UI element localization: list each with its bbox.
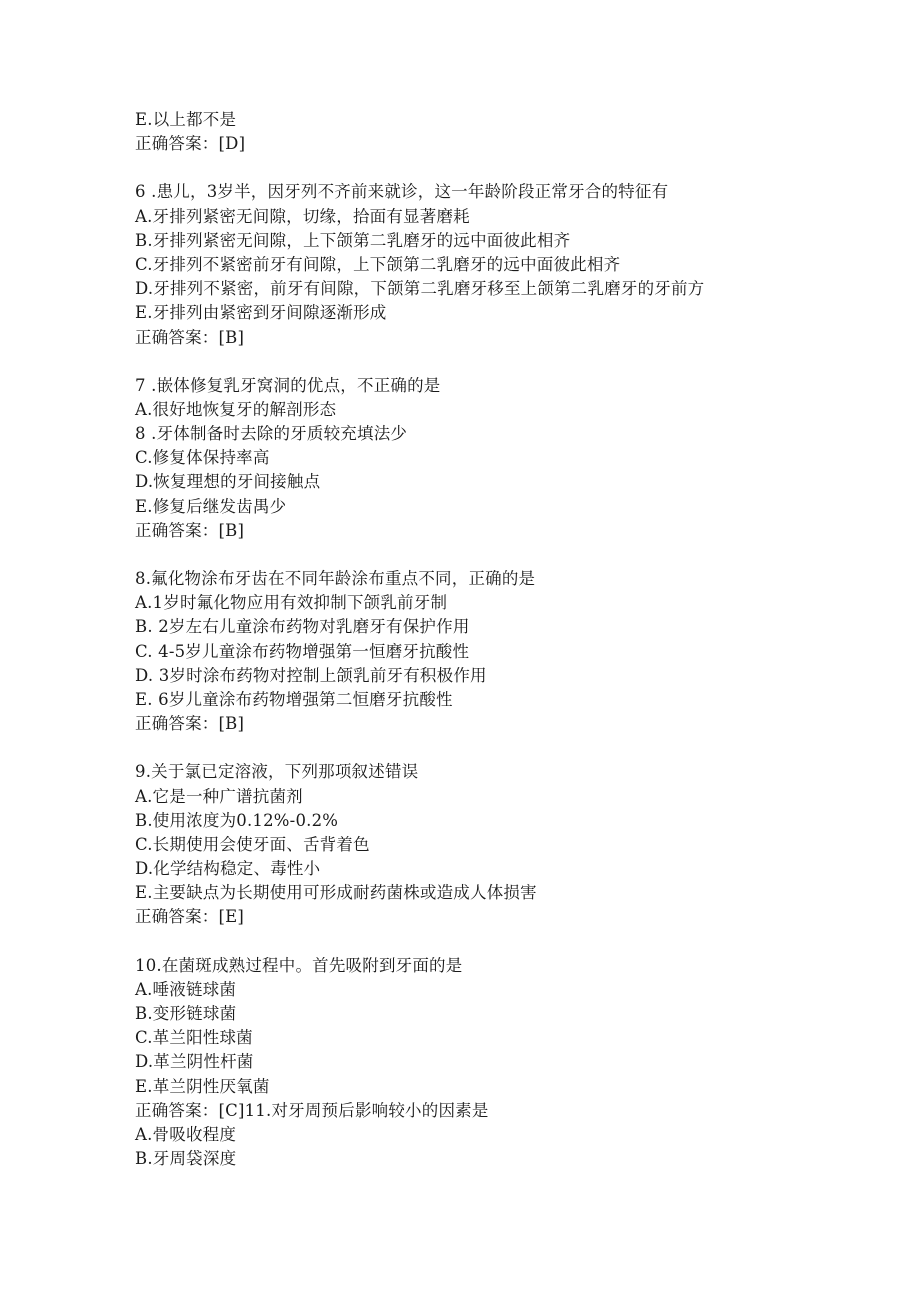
option-b: 8 .牙体制备时去除的牙质较充填法少: [135, 424, 408, 444]
option-b: B.使用浓度为0.12%-0.2%: [135, 810, 339, 830]
option-e: E.主要缺点为长期使用可形成耐药菌株或造成人体损害: [135, 883, 537, 903]
option-e: E.革兰阴性厌氧菌: [135, 1076, 270, 1096]
option-a: A.骨吸收程度: [135, 1124, 237, 1144]
question-stem: 8.氟化物涂布牙齿在不同年龄涂布重点不同，正确的是: [135, 569, 536, 588]
block-gap: [135, 156, 835, 180]
option-c: C. 4-5岁儿童涂布药物增强第一恒磨牙抗酸性: [135, 641, 470, 661]
question-stem: 7 .嵌体修复乳牙窝洞的优点，不正确的是: [135, 375, 441, 395]
option-d: D.革兰阴性杆菌: [135, 1052, 254, 1072]
answer-line: 正确答案：[D]: [135, 134, 246, 154]
option-c: C.修复体保持率高: [135, 448, 270, 468]
option-e: E.牙排列由紧密到牙间隙逐渐形成: [135, 303, 387, 323]
answer-line: 正确答案：[E]: [135, 907, 245, 927]
option-b: B. 2岁左右儿童涂布药物对乳磨牙有保护作用: [135, 617, 470, 637]
option-b: B.牙周袋深度: [135, 1149, 237, 1169]
answer-line: 正确答案：[B]: [135, 327, 245, 347]
answer-line: 正确答案：[C]11.对牙周预后影响较小的因素是: [135, 1100, 489, 1120]
option-e: E.以上都不是: [135, 110, 237, 129]
answer-line: 正确答案：[B]: [135, 520, 245, 540]
option-a: A.很好地恢复牙的解剖形态: [135, 399, 337, 419]
option-c: C.长期使用会使牙面、舌背着色: [135, 834, 370, 854]
option-a: A.唾液链球菌: [135, 979, 237, 999]
option-d: D. 3岁时涂布药物对控制上颌乳前牙有积极作用: [135, 665, 487, 685]
option-b: B.牙排列紧密无间隙，上下颌第二乳磨牙的远中面彼此相齐: [135, 230, 571, 250]
option-a: A.它是一种广谱抗菌剂: [135, 786, 303, 806]
question-block-q6: [135, 180, 835, 349]
option-d: D.恢复理想的牙间接触点: [135, 472, 321, 492]
question-block-q9: [135, 760, 835, 929]
option-a: A.牙排列紧密无间隙，切缘，拾面有显著磨耗: [135, 206, 470, 226]
question-stem: 6 .患儿，3岁半，因牙列不齐前来就诊，这一年龄阶段正常牙合的特征有: [135, 182, 669, 202]
option-c: C.革兰阳性球菌: [135, 1028, 253, 1048]
option-e: E.修复后继发齿禺少: [135, 496, 287, 516]
option-e: E. 6岁儿童涂布药物增强第二恒磨牙抗酸性: [135, 689, 453, 709]
answer-line: 正确答案：[B]: [135, 714, 245, 734]
question-stem: 9.关于氯已定溶液，下列那项叙述错误: [135, 762, 419, 782]
question-block-q10: [135, 954, 835, 1172]
question-block-q8: [135, 567, 835, 736]
question-stem: 10.在菌斑成熟过程中。首先吸附到牙面的是: [135, 955, 463, 975]
document-content: [135, 108, 835, 1171]
option-d: D.化学结构稳定、毒性小: [135, 859, 321, 879]
option-c: C.牙排列不紧密前牙有间隙，上下颌第二乳磨牙的远中面彼此相齐: [135, 254, 621, 274]
block-gap: [135, 930, 835, 954]
block-gap: [135, 736, 835, 760]
block-gap: [135, 350, 835, 374]
block-gap: [135, 543, 835, 567]
option-a: A.1岁时氟化物应用有效抑制下颌乳前牙制: [135, 593, 448, 613]
option-d: D.牙排列不紧密，前牙有间隙，下颌第二乳磨牙移至上颌第二乳磨牙的牙前方: [135, 279, 705, 299]
question-block-q7: [135, 374, 835, 543]
option-b: B.变形链球菌: [135, 1004, 237, 1023]
question-block-q5-tail: [135, 108, 835, 156]
